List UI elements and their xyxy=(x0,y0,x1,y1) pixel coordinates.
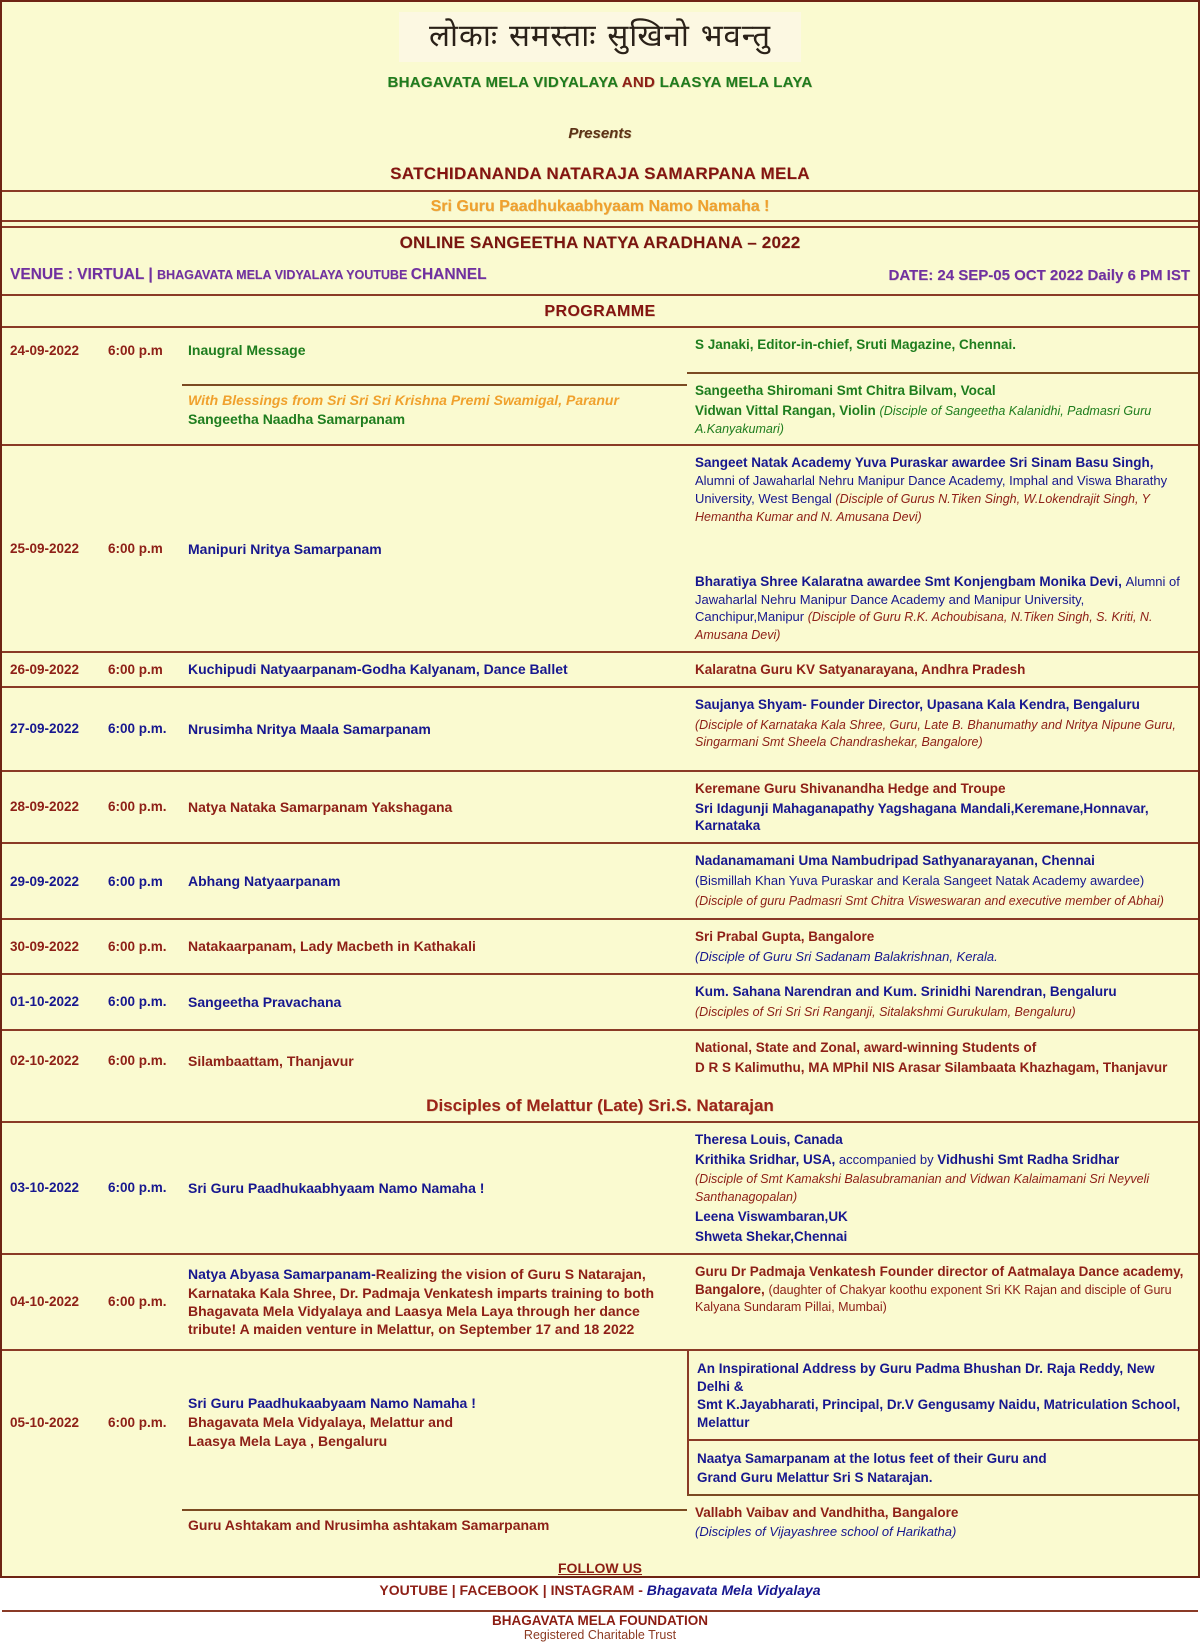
venue-channel-word: CHANNEL xyxy=(410,266,487,283)
performers-cell xyxy=(687,1255,1198,1349)
event-line xyxy=(188,660,681,678)
venue-row xyxy=(2,256,1198,294)
date-cell xyxy=(2,1411,102,1434)
programme-row xyxy=(2,844,1198,920)
date-cell xyxy=(2,1049,102,1072)
performer-line xyxy=(695,780,1188,798)
text-segment: 6:00 p.m. xyxy=(108,994,167,1010)
event-line xyxy=(188,937,681,955)
text-segment: 29-09-2022 xyxy=(10,873,80,889)
event-line xyxy=(188,993,681,1011)
text-segment: Alumni of Jawaharlal Nehru Manipur Dance Academy, Imphal and Viswa Bharathy University, West Bengal xyxy=(695,473,1168,507)
programme-subrow xyxy=(2,1351,1198,1494)
foundation-row xyxy=(2,1610,1198,1644)
event-line xyxy=(188,341,681,359)
time-cell xyxy=(102,870,182,893)
text-segment: Shweta Shekar,Chennai xyxy=(695,1228,848,1244)
time-cell xyxy=(102,339,182,362)
event-cell xyxy=(182,1047,687,1075)
venue-channel-name: BHAGAVATA MELA VIDYALAYA YOUTUBE xyxy=(157,268,411,282)
time-cell xyxy=(102,990,182,1013)
text-segment: LAASYA MELA LAYA xyxy=(659,74,813,91)
event-cell xyxy=(182,1174,687,1202)
date-cell xyxy=(2,1176,102,1199)
programme-subrow xyxy=(2,1494,1198,1556)
text-segment: 26-09-2022 xyxy=(10,661,80,677)
text-segment: Naatya Samarpanam at the lotus feet of their Guru and xyxy=(697,1450,1047,1466)
performers-cell xyxy=(687,1351,1198,1494)
header xyxy=(2,2,1198,190)
text-segment: Natakaarpanam, Lady Macbeth in Kathakali xyxy=(188,938,476,955)
text-segment: Sangeetha Naadha Samarpanam xyxy=(188,410,406,427)
event-cell xyxy=(182,655,687,683)
performer-line xyxy=(695,382,1188,400)
text-segment: Laasya Mela Laya , Bengaluru xyxy=(188,1433,388,1450)
text-segment: accompanied by xyxy=(835,1151,938,1167)
programme-row xyxy=(2,1351,1198,1556)
performer-block xyxy=(689,1351,1198,1439)
event-line xyxy=(188,1052,681,1070)
time-cell xyxy=(102,658,182,681)
programme-rows-top xyxy=(2,328,1198,1091)
date-cell xyxy=(2,935,102,958)
date-cell xyxy=(2,717,102,740)
programme-row xyxy=(2,688,1198,772)
performers-cell xyxy=(687,1494,1198,1556)
performer-line xyxy=(697,1396,1188,1432)
programme-row xyxy=(2,1123,1198,1255)
date-info: DATE: 24 SEP-05 OCT 2022 Daily 6 PM IST xyxy=(888,266,1190,284)
text-segment: 6:00 p.m xyxy=(108,873,163,889)
time-cell xyxy=(102,717,182,740)
text-segment: (Bismillah Khan Yuva Puraskar and Kerala Sangeet Natak Academy awardee) xyxy=(695,873,1145,888)
text-segment: Keremane Guru Shivanandha Hedge and Troupe xyxy=(695,780,1006,796)
text-segment: Grand Guru Melattur Sri S Natarajan. xyxy=(697,1469,933,1485)
text-segment: Natya Abyasa Samarpanam- xyxy=(188,1266,376,1283)
text-segment: 6:00 p.m. xyxy=(108,721,167,737)
sanskrit-text: लोकाः समस्ताः सुखिनो भवन्तु xyxy=(428,18,772,54)
performers-cell xyxy=(687,328,1198,372)
event-line xyxy=(188,1413,681,1431)
text-segment: Realizing the vision of Guru S Natarajan, Karnataka Kala Shree, Dr. Padmaja Venkatesh imparts training to both Bhagavata Mela Vidyalaya and Laasya Mela Laya through her dance tribute! A maiden venture in Melattur, on September 17 and 18 2022 xyxy=(188,1266,655,1337)
text-segment: Nadanamamani Uma Nambudripad Sathyanarayanan, Chennai xyxy=(695,853,1095,869)
text-segment: - xyxy=(638,1581,647,1598)
time-cell xyxy=(102,1049,182,1072)
performers-cell xyxy=(687,975,1198,1029)
event-line xyxy=(188,798,681,816)
text-segment: Sri Prabal Gupta, Bangalore xyxy=(695,929,875,945)
social-line xyxy=(2,1582,1198,1598)
event-line xyxy=(188,1394,681,1412)
text-segment: Kuchipudi Natyaarpanam-Godha Kalyanam, Dance Ballet xyxy=(188,661,568,678)
performer-line xyxy=(695,1228,1188,1246)
text-segment: (Disciple of guru Padmasri Smt Chitra Visweswaran and executive member of Abhai) xyxy=(695,893,1164,908)
performer-line xyxy=(695,1263,1188,1316)
performer-line xyxy=(695,402,1188,438)
text-segment: Leena Viswambaran,UK xyxy=(695,1209,848,1225)
text-segment: Sangeet Natak Academy Yuva Puraskar awardee Sri Sinam Basu Singh, xyxy=(695,455,1154,471)
text-segment: Guru Ashtakam and Nrusimha ashtakam Samarpanam xyxy=(188,1517,550,1534)
programme-row xyxy=(2,328,1198,446)
text-segment: YOUTUBE | FACEBOOK | INSTAGRAM xyxy=(379,1581,639,1598)
date-cell xyxy=(2,339,102,362)
text-segment: 01-10-2022 xyxy=(10,994,80,1010)
text-segment: D R S Kalimuthu, MA MPhil NIS Arasar Silambaata Khazhagam, Thanjavur xyxy=(695,1059,1168,1075)
text-segment: Natya Nataka Samarpanam Yakshagana xyxy=(188,798,453,815)
performer-line xyxy=(695,948,1188,966)
text-segment: (Disciples of Sri Sri Sri Ranganji, Sitalakshmi Gurukulam, Bengaluru) xyxy=(695,1004,1076,1019)
venue-info xyxy=(10,266,487,284)
programme-row xyxy=(2,975,1198,1031)
performers-cell xyxy=(687,653,1198,686)
performer-line xyxy=(695,1170,1188,1206)
event-cell xyxy=(182,384,687,433)
programme-subrow xyxy=(2,844,1198,918)
text-segment: Sri Idagunji Mahaganapathy Yagshagana Mandali,Keremane,Honnavar, Karnataka xyxy=(695,800,1149,834)
text-segment: Silambaattam, Thanjavur xyxy=(188,1052,354,1069)
time-cell xyxy=(102,795,182,818)
programme-row xyxy=(2,653,1198,688)
text-segment: BHAGAVATA MELA VIDYALAYA xyxy=(387,74,622,91)
text-segment: 05-10-2022 xyxy=(10,1414,80,1430)
time-cell xyxy=(102,1411,182,1434)
event-cell xyxy=(182,867,687,895)
performer-line xyxy=(695,1059,1188,1077)
performer-line xyxy=(695,1131,1188,1149)
presents-label: Presents xyxy=(568,125,632,142)
text-segment: 25-09-2022 xyxy=(10,541,80,557)
text-segment: Sri Guru Paadhukaabhyaam Namo Namaha ! xyxy=(188,1179,485,1196)
text-segment: (Disciple of Smt Kamakshi Balasubramanian and Vidwan Kalaimamani Sri Neyveli Santhanagopalan) xyxy=(695,1172,1150,1205)
programme-row xyxy=(2,920,1198,975)
text-segment: Smt K.Jayabharati, Principal, Dr.V Gengusamy Naidu, Matriculation School, Melattur xyxy=(697,1397,1181,1431)
performer-line xyxy=(695,928,1188,946)
performer-line xyxy=(695,983,1188,1001)
time-cell xyxy=(102,404,182,412)
event-cell xyxy=(182,932,687,960)
text-segment: 27-09-2022 xyxy=(10,721,80,737)
event-year-title: ONLINE SANGEETHA NATYA ARADHANA – 2022 xyxy=(2,226,1198,256)
follow-us-row xyxy=(2,1556,1198,1610)
text-segment: AND xyxy=(621,74,660,91)
event-cell xyxy=(182,1389,687,1456)
text-segment: 6:00 p.m xyxy=(108,661,163,677)
date-cell xyxy=(2,795,102,818)
foundation-subtitle: Registered Charitable Trust xyxy=(523,1627,677,1642)
event-line xyxy=(188,1516,681,1534)
event-series-title: SATCHIDANANDA NATARAJA SAMARPANA MELA xyxy=(390,164,810,183)
programme-subrow xyxy=(2,1255,1198,1349)
performer-line xyxy=(695,1208,1188,1226)
event-cell xyxy=(182,1260,687,1343)
text-segment: Guru Dr Padmaja Venkatesh Founder director of Aatmalaya Dance academy, Bangalore, xyxy=(695,1263,1184,1297)
event-line xyxy=(188,1265,681,1338)
performer-line xyxy=(695,661,1188,679)
performers-cell xyxy=(687,1123,1198,1253)
text-segment: Sangeetha Shiromani Smt Chitra Bilvam, Vocal xyxy=(695,383,996,398)
text-segment: National, State and Zonal, award-winning Students of xyxy=(695,1039,1037,1055)
sanskrit-invocation xyxy=(399,12,801,62)
text-segment: Bhagavata Mela Vidyalaya, Melattur and xyxy=(188,1414,454,1431)
performer-line xyxy=(695,1504,1188,1522)
time-cell xyxy=(102,1290,182,1313)
date-cell xyxy=(2,404,102,412)
date-cell xyxy=(2,1290,102,1313)
programme-subrow xyxy=(2,372,1198,444)
text-segment: Nrusimha Nritya Maala Samarpanam xyxy=(188,720,431,737)
programme-subrow xyxy=(2,328,1198,372)
time-cell xyxy=(102,1521,182,1529)
programme-rows-bottom xyxy=(2,1123,1198,1556)
text-segment: Bhagavata Mela Vidyalaya xyxy=(646,1581,821,1598)
event-cell xyxy=(182,336,687,364)
text-segment: (Disciples of Vijayashree school of Harikatha) xyxy=(695,1524,957,1540)
performers-cell xyxy=(687,372,1198,444)
performer-line xyxy=(695,1003,1188,1021)
performer-line xyxy=(695,716,1188,752)
programme-row xyxy=(2,1031,1198,1091)
programme-subrow xyxy=(2,1123,1198,1253)
guru-invocation: Sri Guru Paadhukaabhyaam Namo Namaha ! xyxy=(2,190,1198,222)
event-cell xyxy=(182,793,687,821)
event-cell xyxy=(182,715,687,743)
event-line xyxy=(188,720,681,738)
text-segment: (Disciple of Sangeetha Kalanidhi, Padmasri Guru A.Kanyakumari) xyxy=(695,403,1152,436)
text-segment: 03-10-2022 xyxy=(10,1180,80,1196)
text-segment: (Disciple of Guru R.K. Achoubisana, N.Tiken Singh, S. Kriti, N. Amusana Devi) xyxy=(695,610,1153,643)
text-segment: S Janaki, Editor-in-chief, Sruti Magazine, Chennai. xyxy=(695,337,1017,352)
performer-line xyxy=(697,1450,1188,1468)
time-cell xyxy=(102,935,182,958)
text-segment: (daughter of Chakyar koothu exponent Sri KK Rajan and disciple of Guru Kalyana Sundaram Pillai, Mumbai) xyxy=(695,1282,1172,1315)
text-segment: 28-09-2022 xyxy=(10,799,80,815)
time-cell xyxy=(102,537,182,560)
date-cell xyxy=(2,1521,102,1529)
programme-subrow xyxy=(2,653,1198,686)
event-cell xyxy=(182,1509,687,1539)
performers-cell xyxy=(687,844,1198,918)
text-segment: 6:00 p.m xyxy=(108,342,163,358)
performer-line xyxy=(695,1039,1188,1057)
text-segment: Abhang Natyaarpanam xyxy=(188,873,341,890)
programme-heading: PROGRAMME xyxy=(2,294,1198,328)
programme-subrow xyxy=(2,920,1198,973)
text-segment: 02-10-2022 xyxy=(10,1053,80,1069)
event-line xyxy=(188,410,681,428)
performer-line xyxy=(695,1523,1188,1541)
text-segment: An Inspirational Address by Guru Padma Bhushan Dr. Raja Reddy, New Delhi & xyxy=(697,1360,1155,1394)
performer-line xyxy=(695,573,1188,644)
text-segment: Bharatiya Shree Kalaratna awardee Smt Konjengbam Monika Devi, xyxy=(695,573,1126,589)
venue-label: VENUE : VIRTUAL | xyxy=(10,266,158,283)
performers-cell xyxy=(687,446,1198,651)
text-segment: 6:00 p.m xyxy=(108,541,163,557)
programme-subrow xyxy=(2,446,1198,651)
performer-line xyxy=(695,852,1188,870)
performer-line xyxy=(695,1151,1188,1169)
text-segment: Vidwan Vittal Rangan, Violin xyxy=(695,402,880,418)
follow-us-label: FOLLOW US xyxy=(558,1559,642,1576)
event-cell xyxy=(182,535,687,563)
text-segment: Alumni of Jawaharlal Nehru Manipur Dance Academy and Manipur University, Canchipur,Manipur xyxy=(695,573,1180,625)
performers-cell xyxy=(687,1031,1198,1091)
section-header-disciples: Disciples of Melattur (Late) Sri.S. Natarajan xyxy=(2,1091,1198,1123)
text-segment: 04-10-2022 xyxy=(10,1294,80,1310)
date-cell xyxy=(2,537,102,560)
event-line xyxy=(188,391,681,409)
text-segment: 6:00 p.m. xyxy=(108,1414,167,1430)
performer-block xyxy=(689,1439,1198,1494)
programme-subrow xyxy=(2,1031,1198,1091)
date-cell xyxy=(2,990,102,1013)
performer-line xyxy=(695,800,1188,836)
text-segment: (Disciple of Guru Sri Sadanam Balakrishnan, Kerala. xyxy=(695,949,998,964)
date-cell xyxy=(2,870,102,893)
performer-line xyxy=(695,872,1188,890)
event-line xyxy=(188,872,681,890)
programme-subrow xyxy=(2,688,1198,770)
performers-cell xyxy=(687,772,1198,842)
programme-row xyxy=(2,1255,1198,1351)
text-segment: 6:00 p.m. xyxy=(108,799,167,815)
performers-cell xyxy=(687,920,1198,973)
performer-line xyxy=(697,1360,1188,1396)
date-cell xyxy=(2,658,102,681)
text-segment: Saujanya Shyam- Founder Director, Upasana Kala Kendra, Bengaluru xyxy=(695,696,1140,712)
text-segment: 6:00 p.m. xyxy=(108,1053,167,1069)
performer-line xyxy=(695,336,1188,354)
event-line xyxy=(188,1432,681,1450)
programme-row xyxy=(2,772,1198,844)
programme-row xyxy=(2,446,1198,653)
text-segment: (Disciple of Gurus N.Tiken Singh, W.Lokendrajit Singh, Y Hemantha Kumar and N. Amusana Devi) xyxy=(695,492,1150,524)
text-segment: Inaugral Message xyxy=(188,341,306,358)
time-cell xyxy=(102,1176,182,1199)
text-segment: 30-09-2022 xyxy=(10,939,80,954)
text-segment: Sri Guru Paadhukaabyaam Namo Namaha ! xyxy=(188,1394,476,1411)
text-segment: Manipuri Nritya Samarpanam xyxy=(188,540,382,557)
performer-line xyxy=(695,454,1188,525)
text-segment: Kum. Sahana Narendran and Kum. Srinidhi Narendran, Bengaluru xyxy=(695,983,1117,999)
text-segment: 6:00 p.m. xyxy=(108,1180,167,1196)
text-segment: Theresa Louis, Canada xyxy=(695,1131,843,1147)
performer-line xyxy=(695,892,1188,910)
programme-subrow xyxy=(2,772,1198,842)
performer-line xyxy=(697,1469,1188,1487)
programme-subrow xyxy=(2,975,1198,1029)
text-segment: 24-09-2022 xyxy=(10,342,80,358)
performer-line xyxy=(695,696,1188,714)
text-segment: Krithika Sridhar, USA, xyxy=(695,1151,836,1167)
foundation-name: BHAGAVATA MELA FOUNDATION xyxy=(492,1612,708,1628)
text-segment: 6:00 p.m. xyxy=(108,939,167,954)
text-segment: Sangeetha Pravachana xyxy=(188,993,342,1010)
text-segment: Vallabh Vaibav and Vandhitha, Bangalore xyxy=(695,1504,959,1520)
text-segment: Kalaratna Guru KV Satyanarayana, Andhra Pradesh xyxy=(695,661,1026,677)
text-segment: With Blessings from Sri Sri Sri Krishna Premi Swamigal, Paranur xyxy=(188,391,619,408)
event-line xyxy=(188,540,681,558)
text-segment: (Disciple of Karnataka Kala Shree, Guru, Late B. Bhanumathy and Nritya Nipune Guru, Singarmani Smt Sheela Chandrashekar, Bangalore) xyxy=(695,717,1176,750)
event-line xyxy=(188,1179,681,1197)
event-cell xyxy=(182,988,687,1016)
text-segment: Vidhushi Smt Radha Sridhar xyxy=(937,1151,1120,1167)
text-segment: 6:00 p.m. xyxy=(108,1294,167,1310)
org-line xyxy=(2,74,1198,91)
performers-cell xyxy=(687,688,1198,770)
